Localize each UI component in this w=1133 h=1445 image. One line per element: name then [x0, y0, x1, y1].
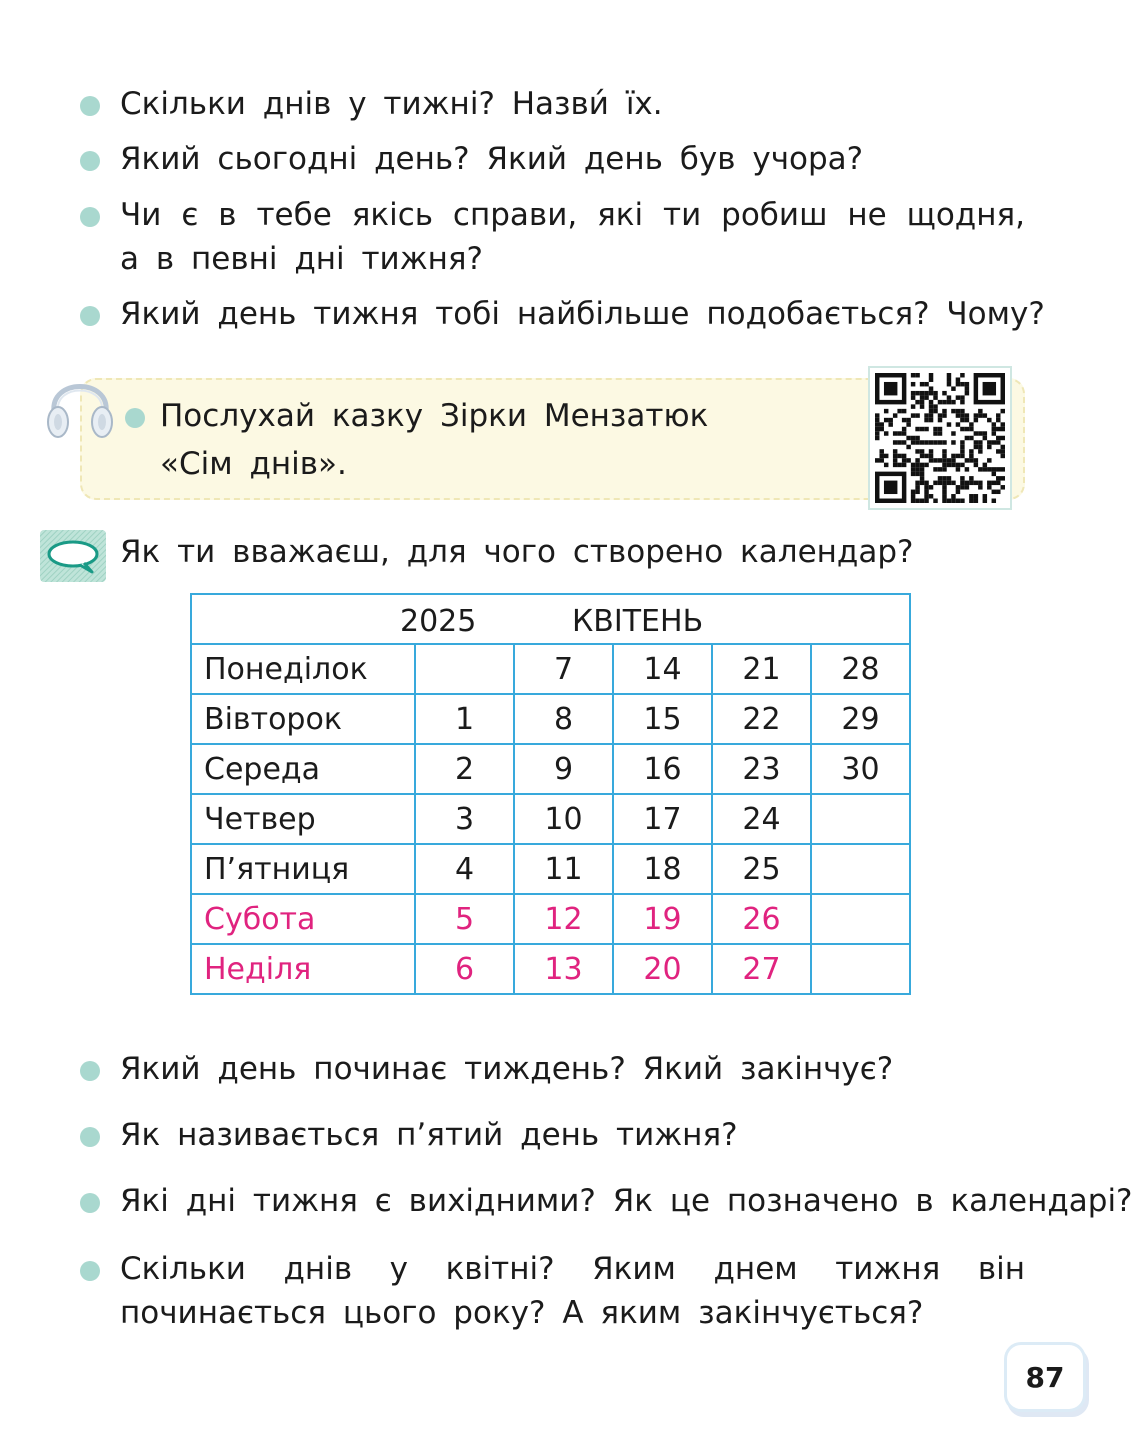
calendar-date-cell: 23: [712, 744, 811, 794]
calendar-date-cell: 30: [811, 744, 910, 794]
bullet-icon: [80, 306, 100, 326]
calendar-day-name: П’ятниця: [191, 844, 415, 894]
calendar-date-cell: 3: [415, 794, 514, 844]
question-weekend: Які дні тижня є вихідними? Як це позначено в календарі?: [120, 1183, 1133, 1219]
calendar-date-cell: [811, 894, 910, 944]
calendar-day-name: Середа: [191, 744, 415, 794]
calendar-date-cell: [811, 944, 910, 994]
calendar-year: 2025: [400, 604, 477, 639]
qr-code-icon: [875, 373, 1005, 503]
calendar-date-cell: 24: [712, 794, 811, 844]
calendar-day-name: Понеділок: [191, 644, 415, 694]
calendar-date-cell: [415, 644, 514, 694]
question-april: Скільки днів у квітні? Яким днем тижня він починається цього року? А яким закінчується?: [120, 1251, 1025, 1331]
calendar-row: [191, 944, 910, 994]
calendar-day-name: Субота: [191, 894, 415, 944]
calendar-day-name: Неділя: [191, 944, 415, 994]
calendar-date-cell: 19: [613, 894, 712, 944]
bullet-icon: [80, 207, 100, 227]
calendar-date-cell: 21: [712, 644, 811, 694]
calendar-row: [191, 694, 910, 744]
question-days-in-week: Скільки днів у тижні? Назви́ їх.: [120, 86, 663, 122]
calendar-date-cell: 5: [415, 894, 514, 944]
listen-text-line2: «Сім днів».: [160, 446, 347, 482]
calendar-date-cell: 17: [613, 794, 712, 844]
calendar-day-name: Вівторок: [191, 694, 415, 744]
calendar-date-cell: 18: [613, 844, 712, 894]
calendar-date-cell: 4: [415, 844, 514, 894]
speech-bubble-icon: [40, 530, 106, 582]
discussion-question: Як ти вважаєш, для чого створено календар?: [120, 534, 914, 570]
question-favorite-day: Який день тижня тобі найбільше подобається? Чому?: [120, 296, 1045, 332]
calendar-date-cell: 22: [712, 694, 811, 744]
question-fifth-day: Як називається п’ятий день тижня?: [120, 1117, 738, 1153]
calendar-date-cell: 28: [811, 644, 910, 694]
calendar-date-cell: 12: [514, 894, 613, 944]
calendar-date-cell: 14: [613, 644, 712, 694]
calendar-date-cell: 15: [613, 694, 712, 744]
calendar-date-cell: [811, 844, 910, 894]
calendar-row: [191, 744, 910, 794]
bullet-icon: [80, 96, 100, 116]
calendar-date-cell: 8: [514, 694, 613, 744]
calendar-date-cell: 16: [613, 744, 712, 794]
page-number: 87: [1007, 1345, 1083, 1409]
calendar-date-cell: 20: [613, 944, 712, 994]
question-activities: Чи є в тебе якісь справи, які ти робиш не щодня, а в певні дні тижня?: [120, 197, 1025, 277]
calendar-row: [191, 794, 910, 844]
calendar-date-cell: 6: [415, 944, 514, 994]
question-today: Який сьогодні день? Який день був учора?: [120, 141, 864, 177]
bullet-icon: [125, 408, 145, 428]
qr-code[interactable]: [868, 366, 1012, 510]
bullet-icon: [80, 1193, 100, 1213]
calendar-header: [191, 594, 910, 644]
calendar-month: КВІТЕНЬ: [572, 604, 704, 639]
calendar-row: [191, 894, 910, 944]
calendar-date-cell: 11: [514, 844, 613, 894]
question-week-start: Який день починає тиждень? Який закінчує?: [120, 1051, 894, 1087]
bullet-icon: [80, 151, 100, 171]
calendar-table: [190, 593, 911, 995]
calendar-date-cell: 9: [514, 744, 613, 794]
calendar-date-cell: 2: [415, 744, 514, 794]
bullet-icon: [80, 1061, 100, 1081]
calendar-date-cell: 10: [514, 794, 613, 844]
headphones-icon: [44, 360, 116, 446]
calendar-row: [191, 644, 910, 694]
calendar-day-name: Четвер: [191, 794, 415, 844]
calendar-header-row: [191, 594, 910, 644]
calendar-date-cell: 29: [811, 694, 910, 744]
bullet-icon: [80, 1127, 100, 1147]
calendar-date-cell: 1: [415, 694, 514, 744]
calendar-row: [191, 844, 910, 894]
calendar-date-cell: 13: [514, 944, 613, 994]
calendar-date-cell: 7: [514, 644, 613, 694]
calendar-date-cell: 27: [712, 944, 811, 994]
calendar-date-cell: [811, 794, 910, 844]
listen-text-line1: Послухай казку Зірки Мензатюк: [160, 398, 709, 434]
calendar-date-cell: 26: [712, 894, 811, 944]
calendar-date-cell: 25: [712, 844, 811, 894]
bullet-icon: [80, 1261, 100, 1281]
